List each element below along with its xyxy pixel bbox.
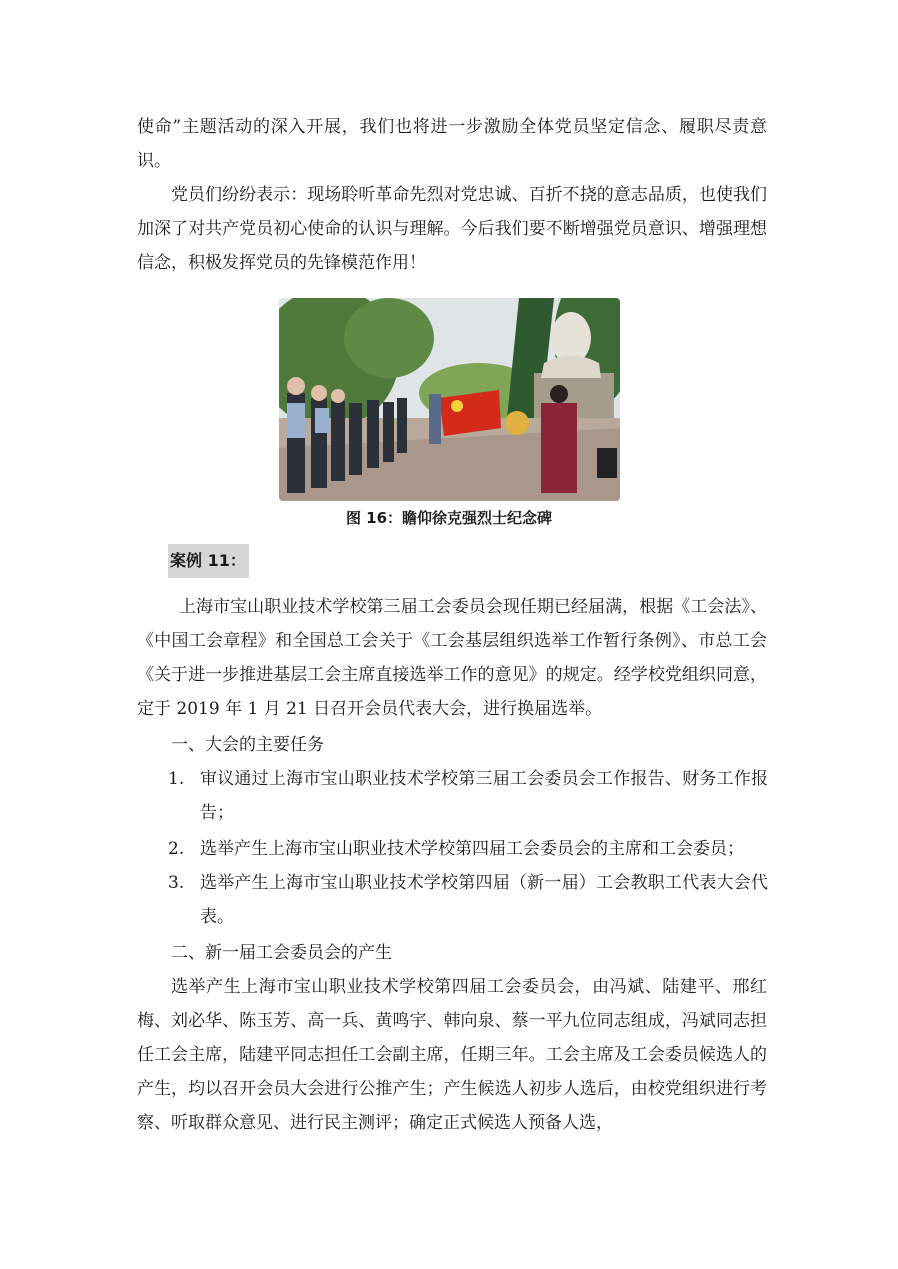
case-paragraph-2: 选举产生上海市宝山职业技术学校第四届工会委员会，由冯斌、陆建平、邢红梅、刘必华、陈玉芳、高一兵、黄鸣宇、韩向泉、蔡一平九位同志组成，冯斌同志担任工会主席，陆建平同志担任工会副主席，任期三年。工会主席及工会委员候选人的产生，均以召开会员大会进行公推产生；产生候选人初步人选后，由校党组织进行考察、听取群众意见、进行民主测评；确定正式候选人预备人选， [137,977,767,1133]
section-heading-2: 二、新一届工会委员会的产生 [171,943,392,963]
task-number: 1. [168,769,185,789]
section-heading-1: 一、大会的主要任务 [171,735,324,755]
task-item-3 [168,866,768,934]
task-text: 选举产生上海市宝山职业技术学校第四届（新一届）工会教职工代表大会代表。 [200,873,768,927]
task-item-1 [168,762,768,830]
case-paragraph-1: 上海市宝山职业技术学校第三届工会委员会现任期已经届满，根据《工会法》、《中国工会章程》和全国总工会关于《工会基层组织选举工作暂行条例》、市总工会《关于进一步推进基层工会主席直接选举工作的意见》的规定。经学校党组织同意，定于 2019 年 1 月 21 日召开会员代表大会，进行换届选举。 [137,597,767,719]
task-number: 2. [168,839,185,859]
intro-paragraph-1: 使命”主题活动的深入开展，我们也将进一步激励全体党员坚定信念、履职尽责意识。 [137,117,767,171]
task-text: 审议通过上海市宝山职业技术学校第三届工会委员会工作报告、财务工作报告； [200,769,768,823]
figure-caption: 图 16：瞻仰徐克强烈士纪念碑 [345,509,553,527]
intro-paragraph-2: 党员们纷纷表示：现场聆听革命先烈对党忠诚、百折不挠的意志品质，也使我们加深了对共产党员初心使命的认识与理解。今后我们要不断增强党员意识、增强理想信念，积极发挥党员的先锋模范作用！ [137,185,767,273]
task-text: 选举产生上海市宝山职业技术学校第四届工会委员会的主席和工会委员； [200,839,744,859]
memorial-photo [279,298,620,501]
case-label: 案例 11： [168,544,249,578]
task-item-2 [168,832,768,866]
task-number: 3. [168,873,185,893]
